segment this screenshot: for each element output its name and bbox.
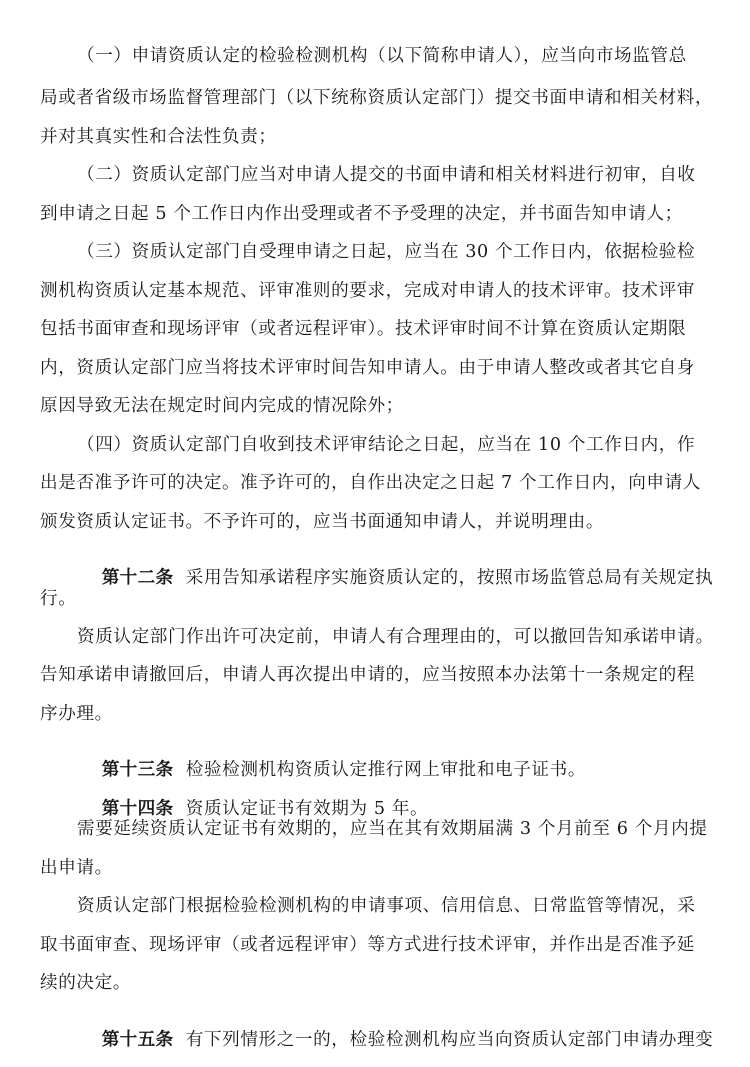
paragraph-line: 序办理。 — [40, 704, 113, 724]
article-text: 有下列情形之一的，检验检测机构应当向资质认定部门申请办理变 — [185, 1029, 714, 1050]
paragraph-line: 资质认定部门根据检验检测机构的申请事项、信用信息、日常监管等情况，采 — [77, 896, 696, 916]
article-number: 第十二条 — [101, 567, 174, 588]
paragraph-line: 续的决定。 — [40, 973, 131, 993]
paragraph-line: 行。 — [40, 589, 77, 609]
paragraph-line: 包括书面审查和现场评审（或者远程评审）。技术评审时间不计算在资质认定期限 — [40, 319, 687, 339]
article-number: 第十四条 — [101, 798, 174, 819]
paragraph-line: 原因导致无法在规定时间内完成的情况除外； — [40, 396, 404, 416]
article-number: 第十五条 — [101, 1029, 174, 1050]
paragraph-line: （一）申请资质认定的检验检测机构（以下简称申请人），应当向市场监管总 — [77, 46, 687, 66]
paragraph-line: 资质认定部门作出许可决定前，申请人有合理理由的，可以撤回告知承诺申请。 — [77, 627, 714, 647]
article-text: 采用告知承诺程序实施资质认定的，按照市场监管总局有关规定执 — [185, 567, 714, 588]
paragraph-line: 出是否准予许可的决定。准予许可的，自作出决定之日起 7 个工作日内，向申请人 — [40, 473, 701, 493]
article-line — [77, 552, 713, 605]
article-text: 检验检测机构资质认定推行网上审批和电子证书。 — [185, 759, 587, 780]
paragraph-line: （四）资质认定部门自收到技术评审结论之日起，应当在 10 个工作日内，作 — [77, 435, 696, 455]
paragraph-line: 局或者省级市场监督管理部门（以下统称资质认定部门）提交书面申请和相关材料， — [40, 88, 714, 108]
paragraph-line: 内，资质认定部门应当将技术评审时间告知申请人。由于申请人整改或者其它自身 — [40, 358, 695, 378]
paragraph-line: 颁发资质认定证书。不予许可的，应当书面通知申请人，并说明理由。 — [40, 512, 605, 532]
paragraph-line: 测机构资质认定基本规范、评审准则的要求，完成对申请人的技术评审。技术评审 — [40, 281, 695, 301]
paragraph-line: （三）资质认定部门自受理申请之日起，应当在 30 个工作日内，依据检验检 — [77, 242, 696, 262]
article-text: 资质认定证书有效期为 5 年。 — [185, 798, 429, 819]
paragraph-line: （二）资质认定部门应当对申请人提交的书面申请和相关材料进行初审，自收 — [77, 165, 696, 185]
paragraph-line: 并对其真实性和合法性负责； — [40, 127, 277, 147]
article-number: 第十三条 — [101, 759, 174, 780]
paragraph-line: 到申请之日起 5 个工作日内作出受理或者不予受理的决定，并书面告知申请人； — [40, 204, 683, 224]
paragraph-line: 出申请。 — [40, 858, 113, 878]
article-line — [77, 1014, 713, 1067]
paragraph-line: 取书面审查、现场评审（或者远程评审）等方式进行技术评审，并作出是否准予延 — [40, 935, 695, 955]
paragraph-line: 告知承诺申请撤回后，申请人再次提出申请的，应当按照本办法第十一条规定的程 — [40, 665, 695, 685]
paragraph-line: 需要延续资质认定证书有效期的，应当在其有效期届满 3 个月前至 6 个月内提 — [77, 819, 708, 839]
